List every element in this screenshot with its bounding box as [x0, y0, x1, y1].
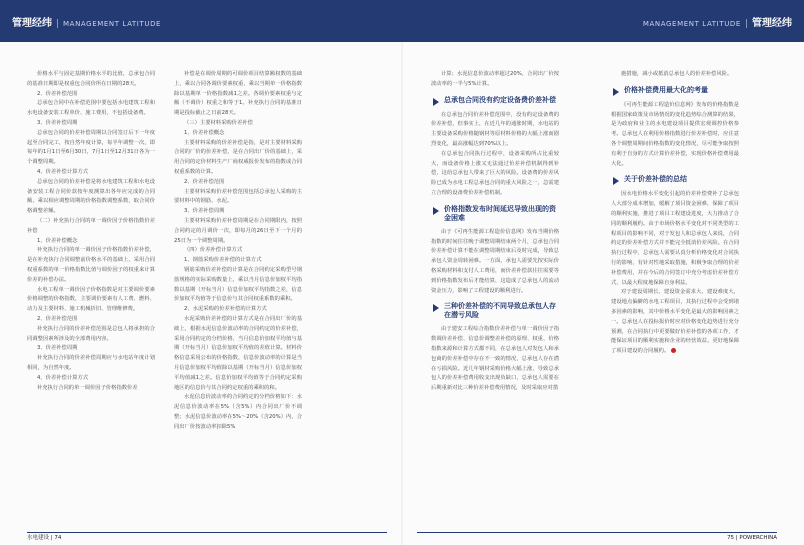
body-paragraph: 水泥采购价差补偿的计算方式是在合同出厂价的基础上，根据水泥信息价波动率的合同约定的价差补偿，采用合同约定的分档价格，当月信息价加权平均值与基期（开标当月）信息价加权平均值的差值计算。材料价格信息采用公布的价格指数，信息价波动率的计算是当月信息价加权平均值除以基期（开标当月）信息价加权平均值减1之差。信息价加权平均值等于合同约定采购地区的信息价与其合同约定权重的乘积的和。 — [174, 315, 302, 391]
body-paragraph: 总承包合同的价差补偿周期以合同签订后下一年度起至合同完工，按自然年度计算，每半年调整一次，即每年的1月1日至6月30日，7月1日至12月31日各为一个调整周期。 — [27, 129, 155, 166]
body-paragraph: 总承包合同中在补偿范围中要包括水电建筑工程和水电设备安装工程单价、施工费用，不包括设备费。 — [27, 100, 155, 117]
body-paragraph: 3、价差补偿周期 — [37, 345, 78, 352]
body-paragraph: 因水电价格水平变化引起的价差补偿费补了总承包人大部分成本增加，缓解了项目资金困难，保障了项目的顺利实施，推进了项目工程建设进度，大力推动了合同的顺利履约。由于市场价格水平变化对不同类型的工程项目的影响不同，对于发包人和总承包人来说，合同约定的价差补偿方式并不能完全抵消价差风险。在合同执行过程中，总承包人需要认真分析价格变化对合同执行的影响，有针对性地采取措施，积极争取合理的价差补偿费用，并在今后的合同签订中充分考虑价差补偿方式，以最大程度地保障自身利益。 — [611, 191, 739, 286]
body-paragraph: 主要材料采购价差补偿范围包括总承包人采购的主要材料中的钢筋、水泥。 — [174, 188, 302, 205]
section-heading — [611, 175, 739, 185]
body-paragraph: 《可再生能源工程造价信息网》发布的价格指数是根据国家政策及市场情况的变化趋势综合测算的结果，是为政府和业主的水电建设项目提供宏观调控价格参考。总承包人在利用价格指数进行价差补偿时，应注意各个调整周期间价格指数的变化情况，尽可能争取按照有利于自身的方式计算价差补偿，实现价格补偿费用最大化。 — [611, 101, 739, 167]
body-paragraph: 补偿是在调价周期的可调价项目结算额权数的基础上，乘以合同各调价要素权重，乘以当期单一价格指数除以基期单一价格指数减1之差。各调价要素权重与定额（不调价）权重之和等于1。补充执行合同的基准日期是投标截止之日前28天。 — [174, 71, 302, 117]
right-section-separator: | — [744, 19, 748, 29]
left-footer-rule — [27, 532, 387, 533]
body-paragraph: 4、价差补偿计算方式 — [37, 168, 89, 175]
section-heading — [431, 96, 559, 106]
body-paragraph: 3、价差补偿周期 — [37, 119, 78, 126]
body-paragraph: 施措施，减小或抵消总承包人的价差补偿风险。 — [621, 71, 733, 77]
body-paragraph: 2、水泥采购的价差补偿的计算方式 — [184, 306, 267, 313]
body-paragraph: 补充执行合同的价差补偿范围是总包人将承担的合同调整因素所涉及的全部费用内容。 — [27, 325, 155, 342]
left-header-band — [0, 0, 402, 42]
triangle-bullet-icon — [613, 177, 619, 185]
section-heading-text: 价格指数发布时间延迟导致出现的资金困难 — [444, 204, 556, 222]
section-heading — [431, 302, 559, 320]
body-paragraph: 补充执行合同的价差补偿周期应与水电站年度计划相同，为自然年度。 — [27, 355, 155, 371]
article-end-icon — [671, 348, 676, 353]
left-section-header — [12, 14, 161, 29]
triangle-bullet-icon — [433, 207, 439, 215]
page-gutter — [401, 42, 403, 545]
left-section-title-en: MANAGEMENT LATITUDE — [63, 20, 162, 28]
left-section-separator: | — [56, 19, 60, 29]
body-paragraph: 4、价差补偿计算方式 — [37, 374, 89, 381]
body-paragraph: 2、价差补偿范围 — [37, 315, 78, 322]
body-paragraph: （三）主要材料采购价差补偿 — [184, 119, 253, 126]
body-paragraph: （四）价差补偿计算方式 — [184, 247, 243, 254]
section-heading — [431, 205, 559, 223]
body-paragraph: 2、价差补偿范围 — [37, 90, 78, 97]
text-column-3 — [431, 70, 559, 520]
section-heading — [611, 86, 739, 96]
left-page-footer: 水电建设 | 74 — [27, 535, 62, 541]
triangle-bullet-icon — [613, 88, 619, 96]
section-heading-text: 关于价差补偿的总结 — [624, 175, 687, 184]
body-paragraph: 补充执行合同的单一调价因子价格指数价差补偿，是在补充执行合同调整前价格水平的基础上，采用合同权重系数的单一价格指数比值与调价因子的权重来计算价差的补偿办法。 — [27, 247, 155, 283]
body-paragraph: 2、价差补偿范围 — [184, 178, 225, 185]
body-paragraph: 主要材料采购的价差补偿是指，是对主要材料采购合同的厂价的价差补偿，是在合同出厂价的基础上，采用合同的定价材料生产厂商权威报价发布的指数或合同权重系数的计算。 — [174, 139, 302, 175]
body-paragraph: 对于建设周期长、建设资金需求大、建设难度大，建设地点偏僻的水电工程项目，其执行过程中会受到诸多因素的影响，其中价格水平变化是最大的影响因素之一。总承包人在投标报价时应对价格变化趋势进行充分预测，在合同执行中更要做好价差补偿的各项工作，才能保证项目的顺利实施和企业的经营效益。更好地保障了项目建设的合同履约。 — [611, 289, 739, 355]
right-page-footer: 75 | POWERCHINA — [727, 535, 777, 541]
triangle-bullet-icon — [433, 98, 439, 106]
right-section-header — [643, 14, 792, 29]
body-paragraph: （二）补充执行合同的单一调价因子价格指数价差补偿 — [27, 217, 155, 234]
body-paragraph: 1、钢筋采购价差补偿的计算方式 — [184, 257, 262, 264]
body-paragraph: 1、价差补偿概念 — [184, 129, 225, 136]
section-heading-text: 价格补偿费用最大化的考量 — [624, 85, 708, 94]
body-paragraph: 钢筋采购价差补偿的计算是在合同约定采购型号钢筋规格的实际采购数量上，乘以当月信息价加权平均指数以基期（开标当月）信息价加权平均指数之差，信息价加权平均值等于信息价与其合同权重系数的乘积。 — [174, 266, 302, 303]
left-section-title-cn: 管理经纬 — [12, 18, 52, 29]
body-paragraph: 补充执行合同的单一调价因子价格指数价差 — [37, 384, 138, 391]
body-paragraph: 价格水平与固定基期价格水平的比值，总承包合同的基准日期即是权重包合同价所在日期的28天。 — [27, 71, 155, 87]
body-paragraph: 总承包合同的价差补偿是将水电建筑工程和水电设备安装工程合同价款按年度测算出各年应完成的合同额，乘以相应调整周期的价格指数调整系数，取合同价格调整差额。 — [27, 178, 155, 215]
right-header-band — [402, 0, 804, 42]
text-column-2 — [174, 70, 302, 520]
body-paragraph: 主要材料采购价差补偿周期是在合同期限内，按照合同约定的月调价一次，即每月的26日至下一个月的25日为一个调整周期。 — [174, 217, 302, 244]
body-paragraph: 水泥信息价波动率的合同约定的分档价格如下：水泥信息价波动率在5%（含5%）内合同出厂价不调整；水泥信息价波动率在5%～20%（含20%）内，合同出厂价按波动率扣除5% — [174, 394, 302, 430]
text-column-4 — [611, 70, 739, 520]
right-section-title-cn: 管理经纬 — [752, 18, 792, 29]
body-paragraph: 计算；水泥信息价波动率超过20%，合同出厂价按波动率的一半与5%计算。 — [431, 71, 559, 87]
body-paragraph: 在总承包合同价差补偿范围中，没有约定设备费的价差补偿，但事实上，在近几年的通胀时期，水电站的主要设备采购价格随钢材等原材料价格的大幅上涨而剧烈变化，最高涨幅达到70%以上。 — [431, 111, 559, 147]
body-paragraph: 水电工程单一调价因子价格指数是对主要调价要素价格调整的价格指数，主要调价要素有人工费、燃料、动力及主要材料、施工机械折旧、管理维修费。 — [27, 286, 155, 313]
right-section-title-en: MANAGEMENT LATITUDE — [642, 20, 741, 28]
text-column-1 — [27, 70, 155, 520]
body-paragraph: 3、价差补偿周期 — [184, 208, 225, 215]
section-heading-text: 三种价差补偿的不同导致总承包人存在潜亏风险 — [444, 302, 556, 320]
body-paragraph: 由于《可再生能源工程造价信息网》发布当期价格指数的时间往往晚于调整周期结束两个月，总承包合同价差补偿计算不能在调整周期结束后及时完成，导致总承包人资金周转困难。一方面，承包人需要先按实际价格采购材料和支付人工费用，而价差补偿款往往需要等到价格指数发布后才能结算，这造成了总承包人的流动资金压力，影响了工程建设的顺利进行。 — [431, 228, 559, 294]
section-heading-text: 总承包合同没有约定设备费价差补偿 — [444, 95, 556, 104]
body-paragraph: 1、价差补偿概念 — [37, 237, 78, 244]
right-footer-rule — [417, 532, 777, 533]
body-paragraph: 在总承包合同执行过程中，设备采购所占比重较大，而设备价格上涨又无法通过价差补偿机制得到补偿，这给总承包人带来了巨大的风险。设备费的价差风险已成为水电工程总承包合同的重大风险之一，急需建立合理的设备费价差补偿机制。 — [431, 150, 559, 196]
triangle-bullet-icon — [433, 304, 439, 312]
body-paragraph: 由于建安工程综合指数价差补偿与单一调价因子指数调价差补偿、信息价调整差补偿的原理、权重、价格指数来源和计算方式都不同，在总承包人对发包人和承包商的价差补偿中存在不一致的情况，总承包人存在潜在亏损风险。近几年钢材采购价格大幅上涨，导致总承包人的价差补偿费用收支出现负缺口，总承包人需要在后期重新对比三种价差补偿费用情况，及时采取应对措 — [431, 326, 559, 392]
